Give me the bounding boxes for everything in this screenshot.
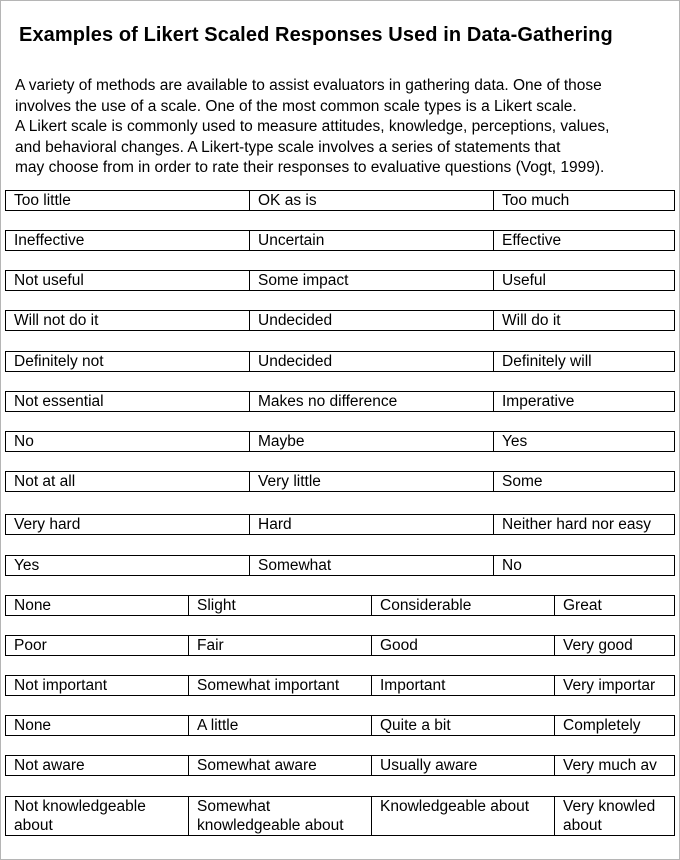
intro-line: A variety of methods are available to assist evaluators in gathering data. One of those xyxy=(15,77,602,94)
likert-scale-row xyxy=(5,431,675,452)
scale-option: Very hard xyxy=(14,516,81,533)
scale-option: Yes xyxy=(493,432,674,451)
likert-scale-row xyxy=(5,715,675,736)
scale-option: Quite a bit xyxy=(371,716,554,735)
likert-scale-row xyxy=(5,555,675,576)
scale-option: Yes xyxy=(14,557,40,574)
scale-option: Not at all xyxy=(14,473,76,490)
scale-option: Usually aware xyxy=(371,756,554,775)
scale-option: Very importar xyxy=(554,676,674,695)
likert-scale-row xyxy=(5,595,675,616)
scale-option: Undecided xyxy=(249,352,493,371)
likert-scale-row xyxy=(5,310,675,331)
scale-option: Completely xyxy=(554,716,674,735)
scale-option: Considerable xyxy=(371,596,554,615)
scale-option: Great xyxy=(554,596,674,615)
scale-option: No xyxy=(493,556,674,575)
scale-option: Not knowledgeable about xyxy=(14,798,146,834)
scale-option: Somewhat knowledgeable about xyxy=(188,797,371,835)
scale-option: Not useful xyxy=(14,272,84,289)
scale-option: Somewhat important xyxy=(188,676,371,695)
scale-option: Important xyxy=(371,676,554,695)
scale-option: Too little xyxy=(14,192,71,209)
scale-option: Knowledgeable about xyxy=(371,797,554,835)
scale-option: Slight xyxy=(188,596,371,615)
intro-line: and behavioral changes. A Likert-type scale involves a series of statements that xyxy=(15,138,561,156)
scale-option: Not important xyxy=(14,677,108,694)
likert-scale-row xyxy=(5,514,675,535)
likert-scale-row xyxy=(5,635,675,656)
scale-option: Maybe xyxy=(249,432,493,451)
scale-option: Definitely will xyxy=(493,352,674,371)
intro-paragraph xyxy=(15,76,670,179)
intro-line: A Likert scale is commonly used to measure attitudes, knowledge, perceptions, values, xyxy=(15,118,610,135)
scale-option: None xyxy=(14,597,52,614)
likert-scale-row xyxy=(5,755,675,776)
page-title: Examples of Likert Scaled Responses Used in Data-Gathering xyxy=(19,24,613,46)
scale-option: Very little xyxy=(249,472,493,491)
scale-option: Not aware xyxy=(14,757,85,774)
scale-option: Very much av xyxy=(554,756,674,775)
scale-option: Effective xyxy=(493,231,674,250)
scale-option: Some impact xyxy=(249,271,493,290)
scale-option: Very good xyxy=(554,636,674,655)
scale-option: Somewhat xyxy=(249,556,493,575)
scale-option: Imperative xyxy=(493,392,674,411)
likert-scale-row xyxy=(5,190,675,211)
scale-option: Makes no difference xyxy=(249,392,493,411)
likert-scale-row xyxy=(5,230,675,251)
scale-option: Good xyxy=(371,636,554,655)
scale-option: Some xyxy=(493,472,674,491)
scale-option: Will not do it xyxy=(14,312,99,329)
likert-scale-row xyxy=(5,471,675,492)
scale-option: Useful xyxy=(493,271,674,290)
scale-option: Too much xyxy=(493,191,674,210)
scale-option: Definitely not xyxy=(14,353,104,370)
intro-line: involves the use of a scale. One of the most common scale types is a Likert scale. xyxy=(15,97,577,115)
scale-option: Ineffective xyxy=(14,232,85,249)
scale-option: Somewhat aware xyxy=(188,756,371,775)
scale-option: OK as is xyxy=(249,191,493,210)
likert-scale-row xyxy=(5,391,675,412)
scale-option: Will do it xyxy=(493,311,674,330)
scale-option: No xyxy=(14,433,34,450)
scale-option: Neither hard nor easy xyxy=(493,515,674,534)
likert-scale-row xyxy=(5,796,675,836)
likert-scale-row xyxy=(5,270,675,291)
intro-line: may choose from in order to rate their responses to evaluative questions (Vogt, 1999). xyxy=(15,159,605,176)
scale-option: None xyxy=(14,717,52,734)
scale-option: Hard xyxy=(249,515,493,534)
scale-option: Undecided xyxy=(249,311,493,330)
scale-option: Uncertain xyxy=(249,231,493,250)
likert-scale-row xyxy=(5,351,675,372)
scale-option: Fair xyxy=(188,636,371,655)
scale-option: Very knowled about xyxy=(554,797,674,835)
scale-option: Not essential xyxy=(14,393,104,410)
scale-option: A little xyxy=(188,716,371,735)
likert-scale-row xyxy=(5,675,675,696)
scale-option: Poor xyxy=(14,637,47,654)
